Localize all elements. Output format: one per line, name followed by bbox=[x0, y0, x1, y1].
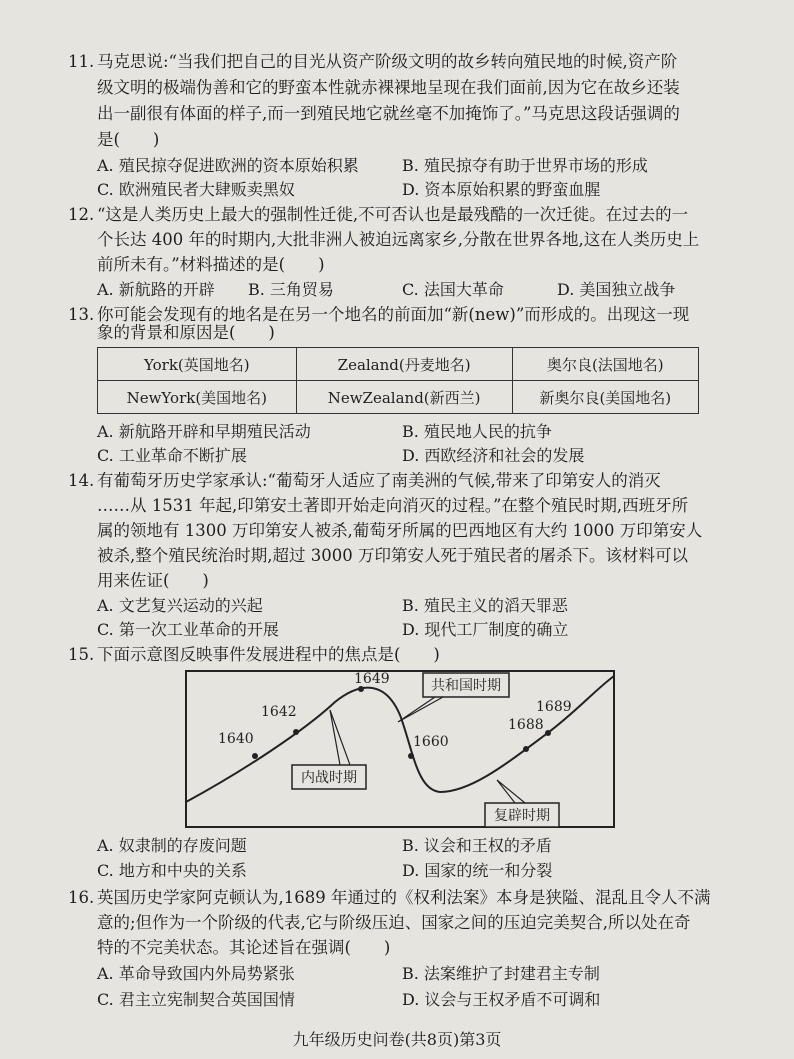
point-1642 bbox=[293, 729, 299, 735]
table-cell: 新奥尔良(美国地名) bbox=[512, 381, 698, 414]
point-1660 bbox=[408, 753, 414, 759]
option-b: B. 殖民掠夺有助于世界市场的形成 bbox=[402, 156, 648, 175]
option-c: C. 欧洲殖民者大肆贩卖黑奴 bbox=[97, 180, 295, 199]
table-cell: NewYork(美国地名) bbox=[98, 381, 297, 414]
option-d: D. 国家的统一和分裂 bbox=[402, 861, 553, 880]
question-15-number: 15. bbox=[68, 645, 95, 664]
question-16-line: 特的不完美状态。其论述旨在强调( ) bbox=[97, 938, 391, 957]
table-row bbox=[98, 381, 699, 414]
question-16-line: 意的;但作为一个阶级的代表,它与阶级压迫、国家之间的压迫完美契合,所以处在奇 bbox=[97, 913, 691, 932]
question-14-number: 14. bbox=[68, 471, 95, 490]
callout-pointer bbox=[398, 697, 443, 722]
option-d: D. 美国独立战争 bbox=[557, 280, 676, 299]
table-cell: Zealand(丹麦地名) bbox=[296, 348, 512, 381]
question-11-line: 马克思说:“当我们把自己的目光从资产阶级文明的故乡转向殖民地的时候,资产阶 bbox=[97, 52, 678, 71]
option-b: B. 议会和王权的矛盾 bbox=[402, 836, 552, 855]
option-c: C. 法国大革命 bbox=[402, 280, 504, 299]
question-12-number: 12. bbox=[68, 205, 95, 224]
question-12-line: 个长达 400 年的时期内,大批非洲人被迫远离家乡,分散在世界各地,这在人类历史上 bbox=[97, 230, 700, 249]
question-15-line: 下面示意图反映事件发展进程中的焦点是( ) bbox=[97, 645, 440, 664]
option-a: A. 奴隶制的存废问题 bbox=[97, 836, 247, 855]
year-label: 1640 bbox=[218, 731, 254, 747]
option-c: C. 君主立宪制契合英国国情 bbox=[97, 990, 295, 1009]
point-1688 bbox=[523, 746, 529, 752]
option-d: D. 议会与王权矛盾不可调和 bbox=[402, 990, 601, 1009]
table-cell: NewZealand(新西兰) bbox=[296, 381, 512, 414]
option-a: A. 革命导致国内外局势紧张 bbox=[97, 964, 295, 983]
option-c: C. 工业革命不断扩展 bbox=[97, 446, 247, 465]
place-names-table bbox=[97, 347, 699, 414]
question-11-line: 出一副很有体面的样子,而一到殖民地它就丝毫不加掩饰了。”马克思这段话强调的 bbox=[97, 104, 680, 123]
question-13-line: 象的背景和原因是( ) bbox=[97, 323, 275, 342]
question-11-number: 11. bbox=[68, 52, 95, 71]
option-c: C. 地方和中央的关系 bbox=[97, 861, 247, 880]
option-d: D. 资本原始积累的野蛮血腥 bbox=[402, 180, 601, 199]
year-label: 1688 bbox=[508, 717, 544, 733]
option-a: A. 文艺复兴运动的兴起 bbox=[97, 596, 263, 615]
option-d: D. 西欧经济和社会的发展 bbox=[402, 446, 585, 465]
question-16-line: 英国历史学家阿克顿认为,1689 年通过的《权利法案》本身是狭隘、混乱且令人不满 bbox=[97, 888, 711, 907]
point-1689 bbox=[545, 730, 551, 736]
option-b: B. 三角贸易 bbox=[248, 280, 334, 299]
option-a: A. 新航路的开辟 bbox=[97, 280, 215, 299]
callout-label-civil-war: 内战时期 bbox=[301, 770, 357, 786]
question-13-line: 你可能会发现有的地名是在另一个地名的前面加“新(new)”而形成的。出现这一现 bbox=[97, 305, 690, 324]
option-a: A. 新航路开辟和早期殖民活动 bbox=[97, 422, 311, 441]
question-13-number: 13. bbox=[68, 305, 95, 324]
question-16-number: 16. bbox=[68, 888, 95, 907]
option-a: A. 殖民掠夺促进欧洲的资本原始积累 bbox=[97, 156, 359, 175]
question-14-line: 属的领地有 1300 万印第安人被杀,葡萄牙所属的巴西地区有大约 1000 万印第安人 bbox=[97, 521, 703, 540]
table-row bbox=[98, 348, 699, 381]
question-12-line: 前所未有。”材料描述的是( ) bbox=[97, 255, 325, 274]
question-12-line: “这是人类历史上最大的强制性迁徙,不可否认也是最残酷的一次迁徙。在过去的一 bbox=[97, 205, 689, 224]
table-cell: 奥尔良(法国地名) bbox=[512, 348, 698, 381]
option-b: B. 法案维护了封建君主专制 bbox=[402, 964, 600, 983]
year-label: 1689 bbox=[536, 699, 572, 715]
english-revolution-diagram bbox=[185, 670, 615, 828]
callout-label-restoration: 复辟时期 bbox=[494, 808, 550, 824]
option-d: D. 现代工厂制度的确立 bbox=[402, 620, 569, 639]
callout-pointer bbox=[497, 780, 525, 803]
question-14-line: 用来佐证( ) bbox=[97, 571, 209, 590]
year-label: 1660 bbox=[413, 734, 449, 750]
year-label: 1649 bbox=[354, 671, 390, 687]
option-c: C. 第一次工业革命的开展 bbox=[97, 620, 279, 639]
year-label: 1642 bbox=[261, 704, 297, 720]
callout-pointer bbox=[330, 710, 350, 765]
question-14-line: 有葡萄牙历史学家承认:“葡萄牙人适应了南美洲的气候,带来了印第安人的消灭 bbox=[97, 471, 661, 490]
point-1640 bbox=[252, 753, 258, 759]
table-cell: York(英国地名) bbox=[98, 348, 297, 381]
question-14-line: ……从 1531 年起,印第安土著即开始走向消灭的过程。”在整个殖民时期,西班牙所 bbox=[97, 496, 689, 515]
option-b: B. 殖民地人民的抗争 bbox=[402, 422, 552, 441]
question-11-line: 级文明的极端伪善和它的野蛮本性就赤裸裸地呈现在我们面前,因为它在故乡还装 bbox=[97, 78, 680, 97]
callout-label-republic: 共和国时期 bbox=[431, 678, 501, 694]
page-footer: 九年级历史问卷(共8页)第3页 bbox=[292, 1030, 502, 1049]
question-14-line: 被杀,整个殖民统治时期,超过 3000 万印第安人死于殖民者的屠杀下。该材料可以 bbox=[97, 546, 688, 565]
option-b: B. 殖民主义的滔天罪恶 bbox=[402, 596, 568, 615]
question-11-line: 是( ) bbox=[97, 130, 160, 149]
